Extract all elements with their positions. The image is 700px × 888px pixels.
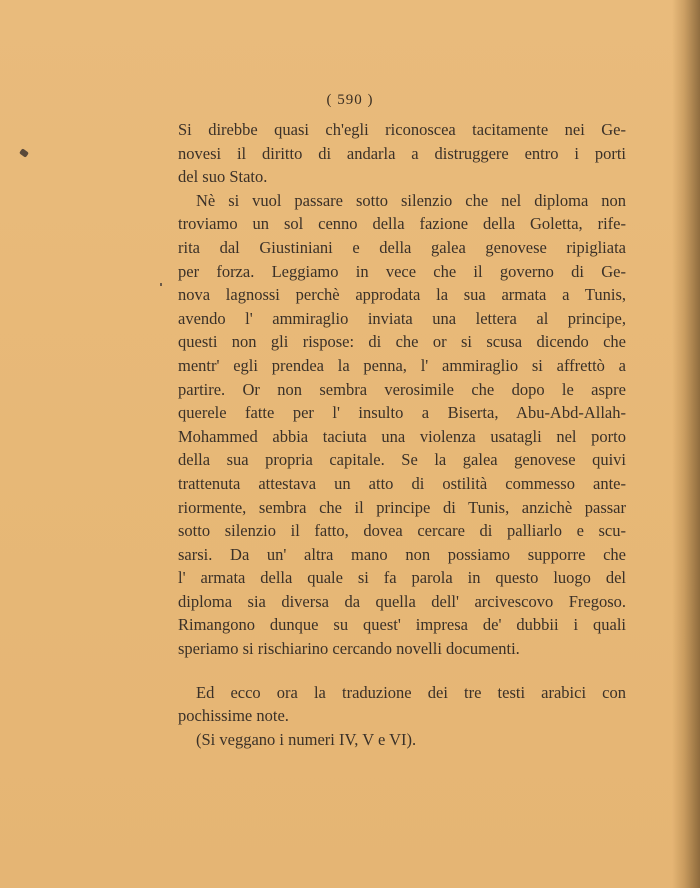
paragraph-gap	[178, 661, 626, 681]
text-line: (Si veggano i numeri IV, V e VI).	[196, 729, 417, 749]
text-line: per forza. Leggiamo in vece che il governo di Ge-	[178, 261, 626, 281]
text-line: Nè si vuol passare sotto silenzio che nel diploma non	[196, 190, 626, 210]
text-line: speriamo si rischiarino cercando novelli documenti.	[178, 639, 520, 659]
text-line: sarsi. Da un' altra mano non possiamo supporre che	[178, 544, 626, 564]
text-line: questi non gli rispose: di che or si scusa dicendo che	[178, 332, 626, 352]
page-number: ( 590 )	[326, 92, 374, 108]
text-line: diploma sia diversa da quella dell' arcivescovo Fregoso.	[178, 591, 626, 611]
text-line: pochissime note.	[178, 706, 289, 726]
ink-speck	[160, 283, 162, 286]
text-line: Ed ecco ora la traduzione dei tre testi arabici con	[196, 682, 626, 702]
text-line: sotto silenzio il fatto, dovea cercare di palliarlo e scu-	[178, 521, 626, 541]
text-line: l' armata della quale si fa parola in questo luogo del	[178, 568, 626, 588]
text-line: mentr' egli prendea la penna, l' ammiraglio si affrettò a	[178, 355, 626, 375]
text-line: troviamo un sol cenno della fazione della Goletta, rife-	[178, 214, 626, 234]
text-line: trattenuta attestava un atto di ostilità commesso ante-	[178, 473, 626, 493]
text-line: Rimangono dunque su quest' impresa de' dubbii i quali	[178, 615, 626, 635]
text-line: querele fatte per l' insulto a Biserta, Abu-Abd-Allah-	[178, 403, 626, 423]
margin-mark	[19, 148, 29, 158]
text-line: novesi il diritto di andarla a distruggere entro i porti	[178, 143, 626, 163]
text-line: nova lagnossi perchè approdata la sua armata a Tunis,	[178, 285, 626, 305]
text-line: Mohammed abbia taciuta una violenza usatagli nel porto	[178, 426, 626, 446]
body-text	[178, 118, 626, 751]
text-line: Si direbbe quasi ch'egli riconoscea tacitamente nei Ge-	[178, 120, 626, 139]
text-line: rita dal Giustiniani e della galea genovese ripigliata	[178, 237, 626, 257]
text-line: riormente, sembra che il principe di Tunis, anzichè passar	[178, 497, 626, 517]
text-line: della sua propria capitale. Se la galea genovese quivi	[178, 450, 626, 470]
text-line: del suo Stato.	[178, 167, 268, 187]
text-line: avendo l' ammiraglio inviata una lettera al principe,	[178, 308, 626, 328]
text-line: partire. Or non sembra verosimile che dopo le aspre	[178, 379, 626, 399]
